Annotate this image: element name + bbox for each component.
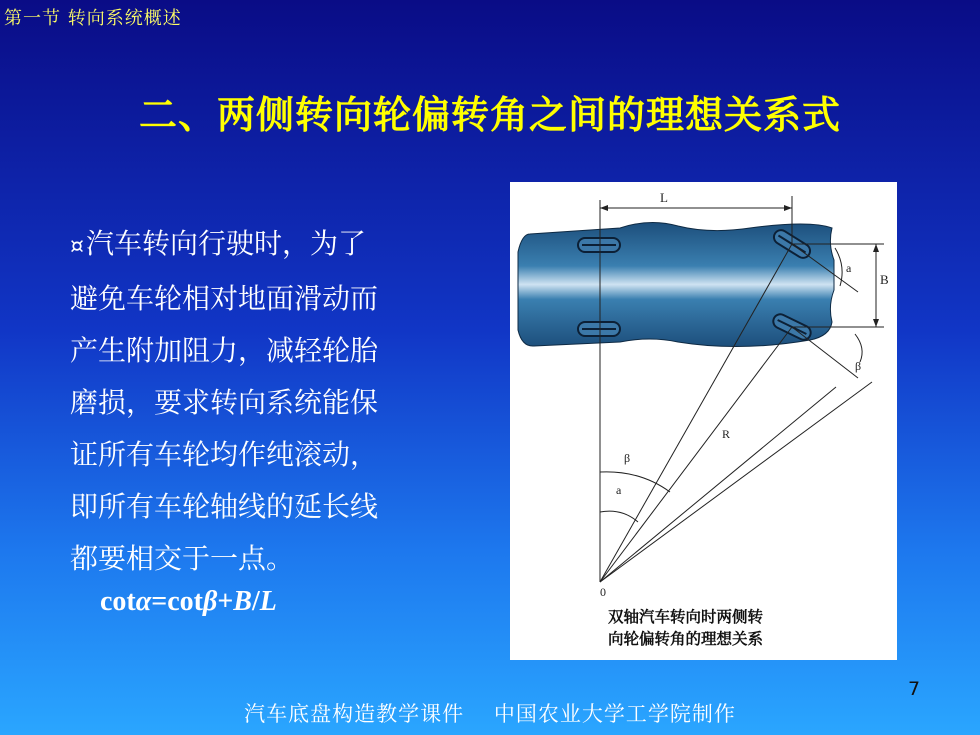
body-line-7: 都要相交于一点。 bbox=[70, 542, 295, 575]
label-R: R bbox=[722, 427, 731, 441]
body-line-1: 汽车转向行驶时，为了 bbox=[86, 227, 367, 260]
label-beta-left: β bbox=[624, 451, 631, 465]
body-line-5: 证所有车轮均作纯滚动， bbox=[70, 438, 379, 471]
footer-text: 汽车底盘构造教学课件 中国农业大学工学院制作 bbox=[244, 702, 736, 726]
body-line-4: 磨损，要求转向系统能保 bbox=[70, 386, 379, 419]
bullet-icon: ¤ bbox=[70, 234, 84, 259]
body-paragraph bbox=[70, 218, 442, 585]
figure-caption bbox=[608, 606, 868, 650]
label-a-top: a bbox=[846, 261, 852, 275]
section-label: 第一节 转向系统概述 bbox=[4, 8, 182, 29]
steering-geometry-figure bbox=[510, 182, 897, 660]
caption-line-1: 双轴汽车转向时两侧转 bbox=[608, 608, 764, 626]
label-B: B bbox=[880, 272, 889, 287]
body-line-2: 避免车轮相对地面滑动而 bbox=[70, 282, 379, 315]
label-L: L bbox=[660, 190, 668, 205]
body-line-3: 产生附加阻力，减轻轮胎 bbox=[70, 334, 379, 367]
steering-diagram bbox=[510, 182, 897, 660]
caption-line-2: 向轮偏转角的理想关系 bbox=[608, 630, 764, 648]
slide-title: 二、两侧转向轮偏转角之间的理想关系式 bbox=[138, 93, 841, 137]
steering-formula: cotα=cotβ+B/L bbox=[100, 586, 277, 617]
body-line-6: 即所有车轮轴线的延长线 bbox=[70, 490, 379, 523]
page-number: 7 bbox=[908, 678, 921, 700]
label-beta-right: β bbox=[855, 359, 862, 373]
label-a-left: a bbox=[616, 483, 622, 497]
label-O: 0 bbox=[600, 585, 606, 599]
